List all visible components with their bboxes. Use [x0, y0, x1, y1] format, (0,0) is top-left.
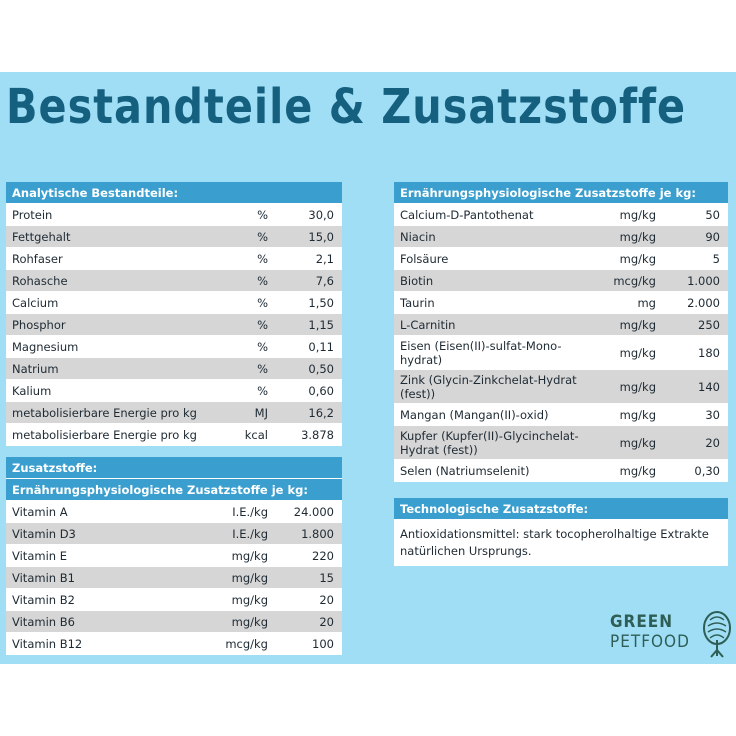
row-unit: mg/kg — [619, 345, 656, 360]
row-unit: mcg/kg — [613, 273, 656, 288]
row-value: 1.000 — [687, 273, 720, 288]
row-name: Selen (Natriumselenit) — [400, 463, 530, 478]
table-row — [394, 460, 728, 482]
table-row — [6, 402, 342, 424]
table-row — [6, 611, 342, 633]
row-unit: % — [257, 317, 268, 332]
table-row — [394, 314, 728, 336]
row-unit: mg/kg — [619, 379, 656, 394]
table-row — [6, 292, 342, 314]
row-unit: % — [257, 251, 268, 266]
row-value: 1,50 — [308, 295, 334, 310]
table-row — [6, 248, 342, 270]
row-unit: % — [257, 229, 268, 244]
row-value: 20 — [705, 435, 720, 450]
table-row — [394, 336, 728, 370]
row-value: 50 — [705, 207, 720, 222]
row-name: metabolisierbare Energie pro kg — [12, 427, 197, 442]
analytic-header: Analytische Bestandteile: — [6, 182, 342, 204]
row-unit: % — [257, 207, 268, 222]
row-name: Calcium — [12, 295, 59, 310]
additives-header: Zusatzstoffe: — [6, 457, 342, 479]
table-row — [394, 226, 728, 248]
row-name: Natrium — [12, 361, 59, 376]
row-name: Vitamin D3 — [12, 526, 76, 541]
row-name: Phosphor — [12, 317, 66, 332]
row-name: Taurin — [400, 295, 435, 310]
row-name: Kalium — [12, 383, 52, 398]
table-row — [6, 314, 342, 336]
row-name: L-Carnitin — [400, 317, 456, 332]
row-unit: % — [257, 383, 268, 398]
table-row — [6, 380, 342, 402]
table-row — [394, 370, 728, 404]
row-value: 180 — [698, 345, 720, 360]
table-row — [394, 292, 728, 314]
page-title: Bestandteile & Zusatzstoffe — [6, 77, 687, 135]
row-name: Biotin — [400, 273, 434, 288]
row-value: 0,60 — [308, 383, 334, 398]
row-unit: % — [257, 361, 268, 376]
row-unit: mg/kg — [231, 614, 268, 629]
row-unit: mg/kg — [231, 548, 268, 563]
row-name: Vitamin B2 — [12, 592, 75, 607]
row-unit: mg/kg — [619, 229, 656, 244]
table-row — [394, 204, 728, 226]
row-unit: mg/kg — [619, 435, 656, 450]
row-name: Rohasche — [12, 273, 68, 288]
row-name: Vitamin E — [12, 548, 67, 563]
table-row — [394, 248, 728, 270]
table-row — [6, 545, 342, 567]
row-value: 15,0 — [308, 229, 334, 244]
row-name: Rohfaser — [12, 251, 63, 266]
row-unit: mg/kg — [619, 251, 656, 266]
technological-header: Technologische Zusatzstoffe: — [394, 498, 728, 520]
row-value: 2.000 — [687, 295, 720, 310]
table-row — [394, 270, 728, 292]
table-row — [6, 567, 342, 589]
row-value: 100 — [312, 636, 334, 651]
row-value: 1,15 — [308, 317, 334, 332]
nutritional-header: Ernährungsphysiologische Zusatzstoffe je kg: — [394, 182, 728, 204]
row-unit: mg/kg — [619, 407, 656, 422]
row-name: Zink (Glycin-Zinkchelat-Hydrat (fest)) — [400, 372, 577, 401]
row-name: Eisen (Eisen(II)-sulfat-Mono-hydrat) — [400, 338, 562, 367]
tree-icon — [702, 610, 732, 660]
additives-subheader: Ernährungsphysiologische Zusatzstoffe je kg: — [6, 479, 342, 501]
row-unit: mg/kg — [619, 463, 656, 478]
row-unit: % — [257, 339, 268, 354]
table-row — [6, 270, 342, 292]
table-row — [6, 204, 342, 226]
row-unit: mcg/kg — [225, 636, 268, 651]
row-value: 20 — [319, 614, 334, 629]
logo-line2: PETFOOD — [610, 632, 690, 652]
row-name: Calcium-D-Pantothenat — [400, 207, 534, 222]
row-unit: mg — [637, 295, 656, 310]
row-unit: % — [257, 295, 268, 310]
row-unit: mg/kg — [619, 207, 656, 222]
row-value: 220 — [312, 548, 334, 563]
row-name: Folsäure — [400, 251, 449, 266]
table-row — [6, 226, 342, 248]
row-value: 20 — [319, 592, 334, 607]
row-value: 30,0 — [308, 207, 334, 222]
row-value: 30 — [705, 407, 720, 422]
additives-table — [6, 457, 342, 655]
row-name: Vitamin B12 — [12, 636, 83, 651]
technological-table — [394, 498, 728, 566]
row-value: 3.878 — [301, 427, 334, 442]
row-unit: I.E./kg — [232, 504, 268, 519]
row-unit: MJ — [254, 405, 268, 420]
brand-logo — [610, 610, 734, 662]
table-row — [6, 501, 342, 523]
row-name: Vitamin B6 — [12, 614, 75, 629]
row-unit: mg/kg — [231, 592, 268, 607]
row-unit: % — [257, 273, 268, 288]
row-unit: I.E./kg — [232, 526, 268, 541]
row-name: metabolisierbare Energie pro kg — [12, 405, 197, 420]
table-row — [6, 336, 342, 358]
row-unit: mg/kg — [231, 570, 268, 585]
row-value: 24.000 — [293, 504, 334, 519]
row-unit: kcal — [244, 427, 268, 442]
logo-line1: GREEN — [610, 612, 674, 632]
row-value: 250 — [698, 317, 720, 332]
table-row — [6, 424, 342, 446]
row-value: 140 — [698, 379, 720, 394]
row-value: 2,1 — [315, 251, 334, 266]
row-value: 90 — [705, 229, 720, 244]
row-value: 15 — [319, 570, 334, 585]
row-name: Niacin — [400, 229, 436, 244]
analytic-table — [6, 182, 342, 446]
table-row — [394, 426, 728, 460]
row-name: Kupfer (Kupfer(II)-Glycinchelat-Hydrat (fest)) — [400, 428, 579, 457]
row-value: 7,6 — [315, 273, 334, 288]
row-name: Protein — [12, 207, 53, 222]
nutritional-table — [394, 182, 728, 482]
row-name: Vitamin A — [12, 504, 68, 519]
row-value: 0,30 — [694, 463, 720, 478]
row-value: 5 — [712, 251, 720, 266]
table-row — [6, 358, 342, 380]
row-name: Magnesium — [12, 339, 79, 354]
row-name: Vitamin B1 — [12, 570, 75, 585]
table-row — [6, 589, 342, 611]
row-unit: mg/kg — [619, 317, 656, 332]
row-value: 16,2 — [308, 405, 334, 420]
row-value: 1.800 — [301, 526, 334, 541]
row-name: Fettgehalt — [12, 229, 71, 244]
row-value: 0,50 — [308, 361, 334, 376]
row-value: 0,11 — [308, 339, 334, 354]
technological-text: Antioxidationsmittel: stark tocopherolhaltige Extrakte natürlichen Ursprungs. — [394, 520, 728, 566]
table-row — [6, 523, 342, 545]
table-row — [394, 404, 728, 426]
table-row — [6, 633, 342, 655]
row-name: Mangan (Mangan(II)-oxid) — [400, 407, 549, 422]
